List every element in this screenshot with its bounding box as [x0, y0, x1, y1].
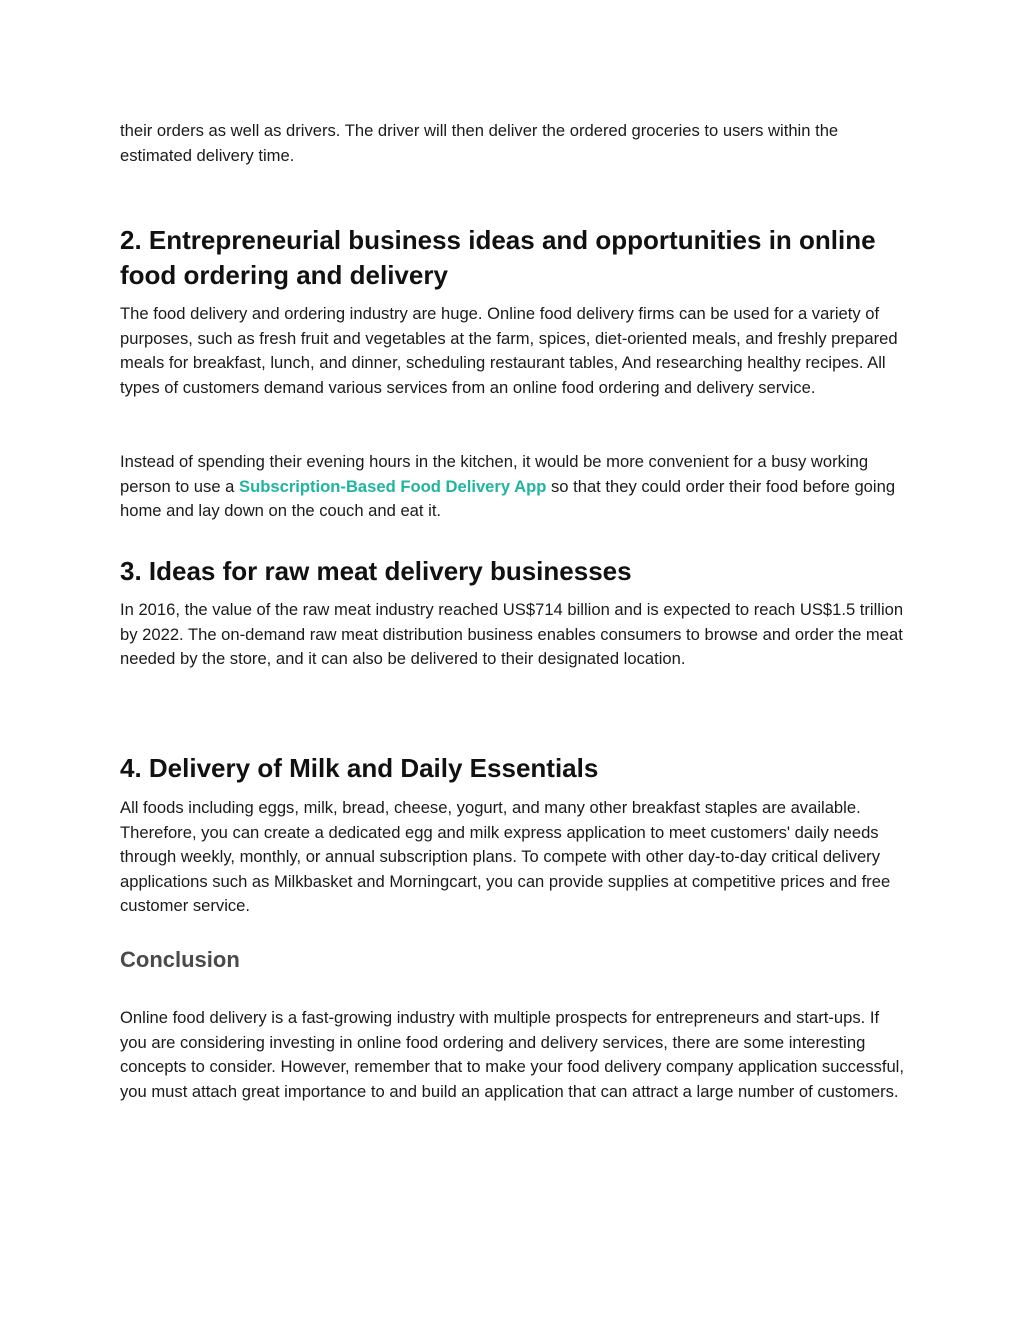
section-3-paragraph: In 2016, the value of the raw meat industry reached US$714 billion and is expected to reach US$1.5 trillion by 2022. The on-demand raw meat distribution business enables consumers to browse and order the meat needed by the store, and it can also be delivered to their designated location.: [120, 600, 904, 669]
section-2-paragraph-1: The food delivery and ordering industry are huge. Online food delivery firms can be used for a variety of purposes, such as fresh fruit and vegetables at the farm, spices, diet-oriented meals, and freshly prepared meals for breakfast, lunch, and dinner, scheduling restaurant tables, And researching healthy recipes. All types of customers demand various services from an online food ordering and delivery service.: [120, 304, 898, 397]
conclusion-paragraph: Online food delivery is a fast-growing industry with multiple prospects for entrepreneurs and start-ups. If you are considering investing in online food ordering and delivery services, there are some interesting concepts to consider. However, remember that to make your food delivery company application successful, you must attach great importance to and build an application that can attract a large number of customers.: [120, 1008, 904, 1101]
section-2-paragraph-2-text-before: Instead of spending their evening hours in the kitchen, it would be more convenient for a busy working person to use a: [120, 452, 869, 496]
intro-paragraph: their orders as well as drivers. The driver will then deliver the ordered groceries to users within the estimated delivery time.: [120, 121, 839, 165]
section-2-paragraph-2: [120, 450, 910, 524]
section-4-paragraph: All foods including eggs, milk, bread, cheese, yogurt, and many other breakfast staples are available. Therefore, you can create a dedicated egg and milk express application to meet customers' daily needs through weekly, monthly, or annual subscription plans. To compete with other day-to-day critical delivery applications such as Milkbasket and Morningcart, you can provide supplies at competitive prices and free customer service.: [120, 798, 891, 916]
section-2-heading: 2. Entrepreneurial business ideas and opportunities in online food ordering and delivery: [120, 225, 876, 290]
section-2-paragraph-2-text-after: so that they could order their food before going home and lay down on the couch and eat it.: [120, 476, 896, 521]
section-3-heading: 3. Ideas for raw meat delivery businesses: [120, 556, 632, 586]
subscription-app-link[interactable]: Subscription-Based Food Delivery App: [239, 476, 547, 496]
conclusion-heading: Conclusion: [120, 947, 240, 972]
section-4-heading: 4. Delivery of Milk and Daily Essentials: [120, 753, 599, 783]
